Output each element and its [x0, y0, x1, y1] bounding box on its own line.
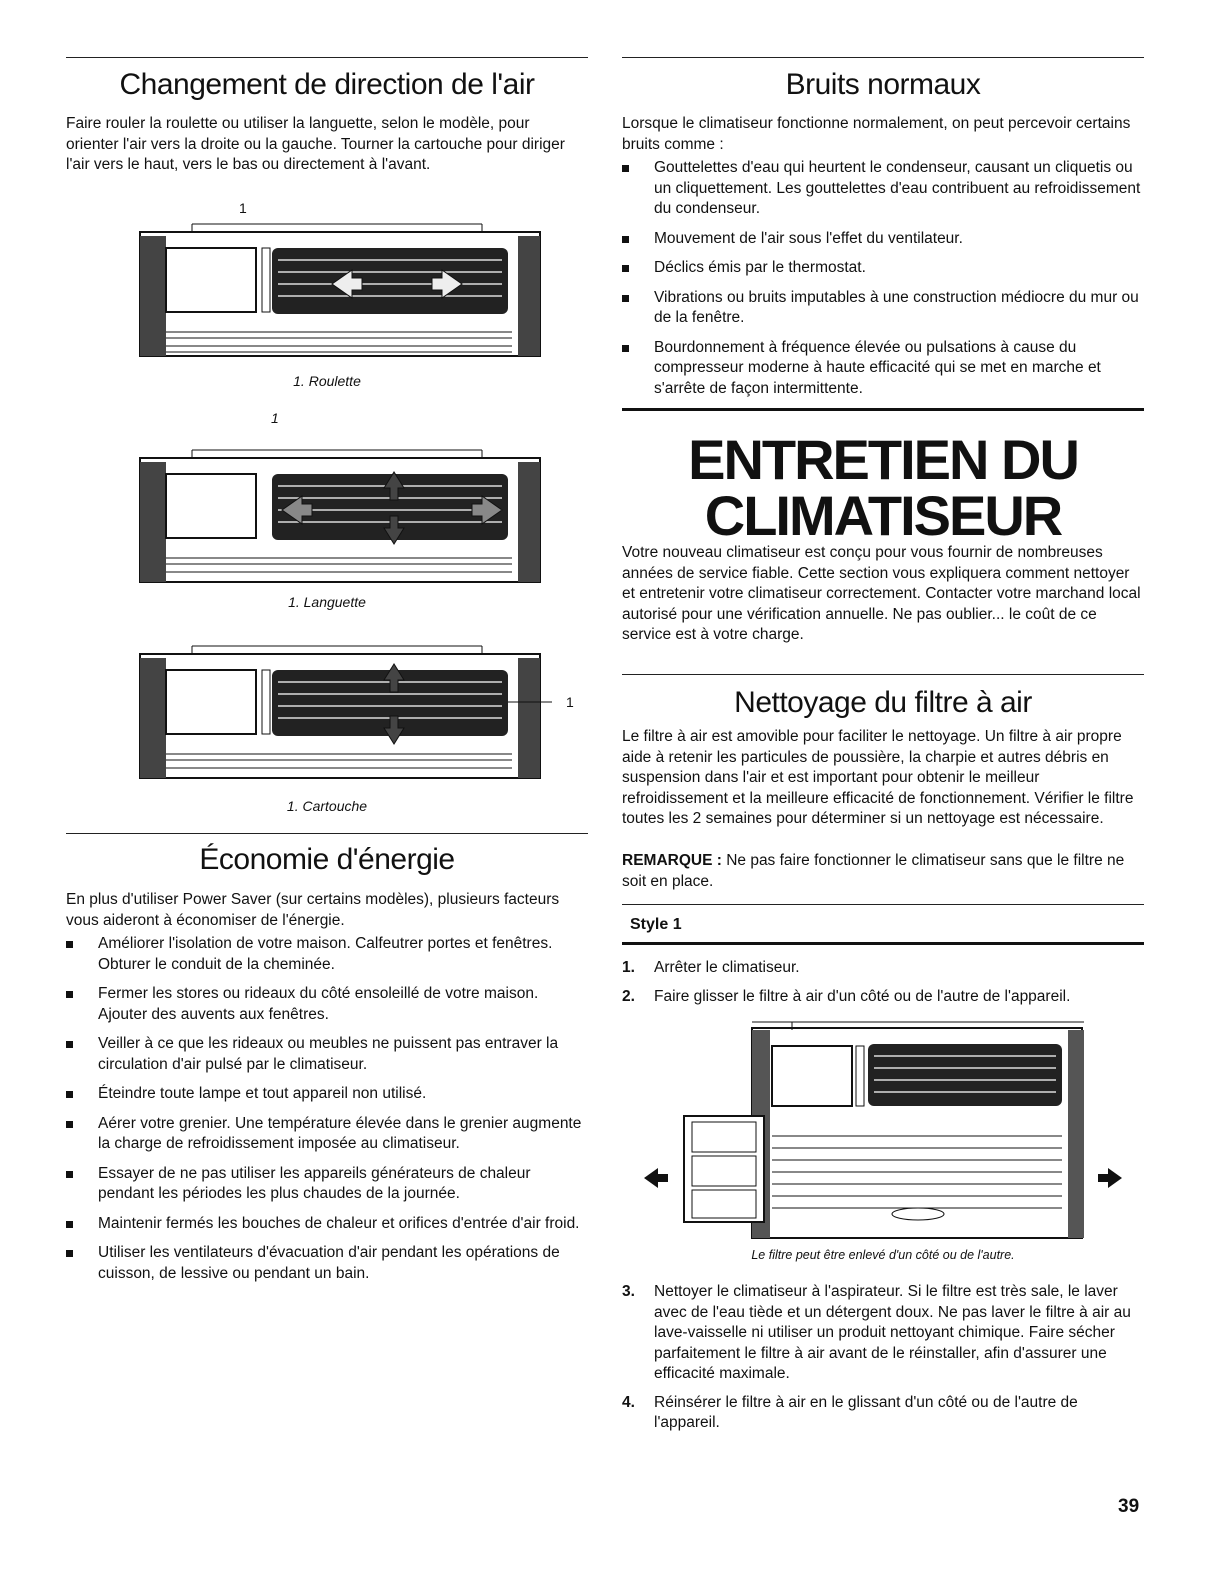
maintenance-title-line1: ENTRETIEN DU	[688, 428, 1078, 491]
list-item: Fermer les stores ou rideaux du côté ensoleillé de votre maison. Ajouter des auvents aux fenêtres.	[66, 984, 586, 1025]
air-direction-body: Faire rouler la roulette ou utiliser la languette, selon le modèle, pour orienter l'air vers la droite ou la gauche. Tourner la cartouche pour diriger l'air vers le haut, vers le bas ou directement à l'avant.	[66, 115, 565, 173]
page-number: 39	[1118, 1496, 1140, 1517]
list-item: 1. Arrêter le climatiseur.	[622, 959, 800, 976]
maintenance-body: Votre nouveau climatiseur est conçu pour vous fournir de nombreuses années de service fiable. Cette section vous expliquera comment nettoyer et entretenir votre climatiseur correctement. Contacter votre marchand local autorisé pour une vérification annuelle. Ne pas oublier... le coût de ce service est à votre charge.	[622, 544, 1141, 643]
noises-list	[622, 158, 1142, 408]
list-item: Mouvement de l'air sous l'effet du ventilateur.	[622, 229, 1142, 250]
style-label: Style 1	[630, 916, 682, 933]
figure-callout: 1	[239, 200, 247, 216]
energy-tips-list	[66, 934, 586, 1293]
ac-unit-languette-figure	[132, 448, 552, 588]
noises-intro: Lorsque le climatiseur fonctionne normalement, on peut percevoir certains bruits comme :	[622, 115, 1131, 153]
filter-title: Nettoyage du filtre à air	[734, 686, 1032, 719]
section-rule	[66, 57, 588, 58]
noises-title: Bruits normaux	[785, 68, 981, 101]
note-text: Ne pas faire fonctionner le climatiseur sans que le filtre ne soit en place.	[622, 852, 1125, 890]
list-item: 3. Nettoyer le climatiseur à l'aspirateur. Si le filtre est très sale, le laver avec de l'eau tiède et un détergent doux. Ne pas laver le filtre à air au lave-vaisselle ni utiliser un produit nettoyant chimique. Faire sécher parfaitement le filtre à air avant de le réinstaller, afin d'assurer une efficacité maximale.	[622, 1283, 1131, 1382]
figure-caption: 1. Cartouche	[286, 798, 368, 814]
list-item: Essayer de ne pas utiliser les appareils générateurs de chaleur pendant les périodes les plus chaudes de la journée.	[66, 1164, 586, 1205]
figure-caption: 1. Roulette	[293, 373, 361, 389]
list-item: Veiller à ce que les rideaux ou meubles ne puissent pas entraver la circulation d'air pulsé par le climatiseur.	[66, 1034, 586, 1075]
filter-body: Le filtre à air est amovible pour faciliter le nettoyage. Un filtre à air propre aide à retenir les particules de poussière, la charpie et autres débris en suspension dans l'air et est important pour obtenir le meilleur refroidissement et la meilleure efficacité de fonctionnement. Vérifier le filtre toutes les 2 semaines pour déterminer si un nettoyage est nécessaire.	[622, 728, 1134, 827]
list-item: Aérer votre grenier. Une température élevée dans le grenier augmente la charge de refroidissement imposée au climatiseur.	[66, 1114, 586, 1155]
list-item: Bourdonnement à fréquence élevée ou pulsations à cause du compresseur moderne à haute efficacité qui se met en marche et s'arrête de façon intermittente.	[622, 338, 1142, 400]
figure-callout: 1	[271, 410, 279, 426]
ac-unit-cartouche-figure	[132, 644, 552, 784]
list-item: 2. Faire glisser le filtre à air d'un côté ou de l'autre de l'appareil.	[622, 987, 1071, 1005]
ac-unit-roulette-figure	[132, 222, 552, 362]
section-rule	[622, 904, 1144, 905]
filter-note	[622, 851, 1144, 892]
list-item: Gouttelettes d'eau qui heurtent le condenseur, causant un cliquetis ou un cliquettement. Les gouttelettes d'eau contribuent au refroidissement du condenseur.	[622, 158, 1142, 220]
list-item: Déclics émis par le thermostat.	[622, 258, 1142, 279]
section-rule	[622, 57, 1144, 58]
section-rule	[66, 833, 588, 834]
air-direction-title: Changement de direction de l'air	[119, 68, 535, 101]
list-item: Vibrations ou bruits imputables à une construction médiocre du mur ou de la fenêtre.	[622, 288, 1142, 329]
figure-caption: Le filtre peut être enlevé d'un côté ou de l'autre.	[751, 1248, 1015, 1262]
energy-title: Économie d'énergie	[199, 843, 455, 876]
section-rule	[622, 942, 1144, 945]
filter-steps-a	[622, 958, 1144, 1015]
figure-callout: 1	[566, 694, 574, 710]
note-label: REMARQUE :	[622, 852, 722, 869]
list-item: Maintenir fermés les bouches de chaleur et orifices d'entrée d'air froid.	[66, 1214, 586, 1235]
section-rule	[622, 674, 1144, 675]
list-item: Éteindre toute lampe et tout appareil non utilisé.	[66, 1084, 586, 1105]
list-item: Utiliser les ventilateurs d'évacuation d'air pendant les opérations de cuisson, de lessive ou pendant un bain.	[66, 1243, 586, 1284]
energy-intro: En plus d'utiliser Power Saver (sur certains modèles), plusieurs facteurs vous aideront à économiser de l'énergie.	[66, 891, 560, 929]
filter-removal-figure	[622, 1016, 1144, 1246]
section-rule	[622, 408, 1144, 411]
figure-caption: 1. Languette	[288, 594, 366, 610]
list-item: 4. Réinsérer le filtre à air en le glissant d'un côté ou de l'autre de l'appareil.	[622, 1393, 1078, 1431]
list-item: Améliorer l'isolation de votre maison. Calfeutrer portes et fenêtres. Obturer le conduit de la cheminée.	[66, 934, 586, 975]
filter-steps-b	[622, 1282, 1144, 1442]
maintenance-title-line2: CLIMATISEUR	[704, 484, 1062, 547]
